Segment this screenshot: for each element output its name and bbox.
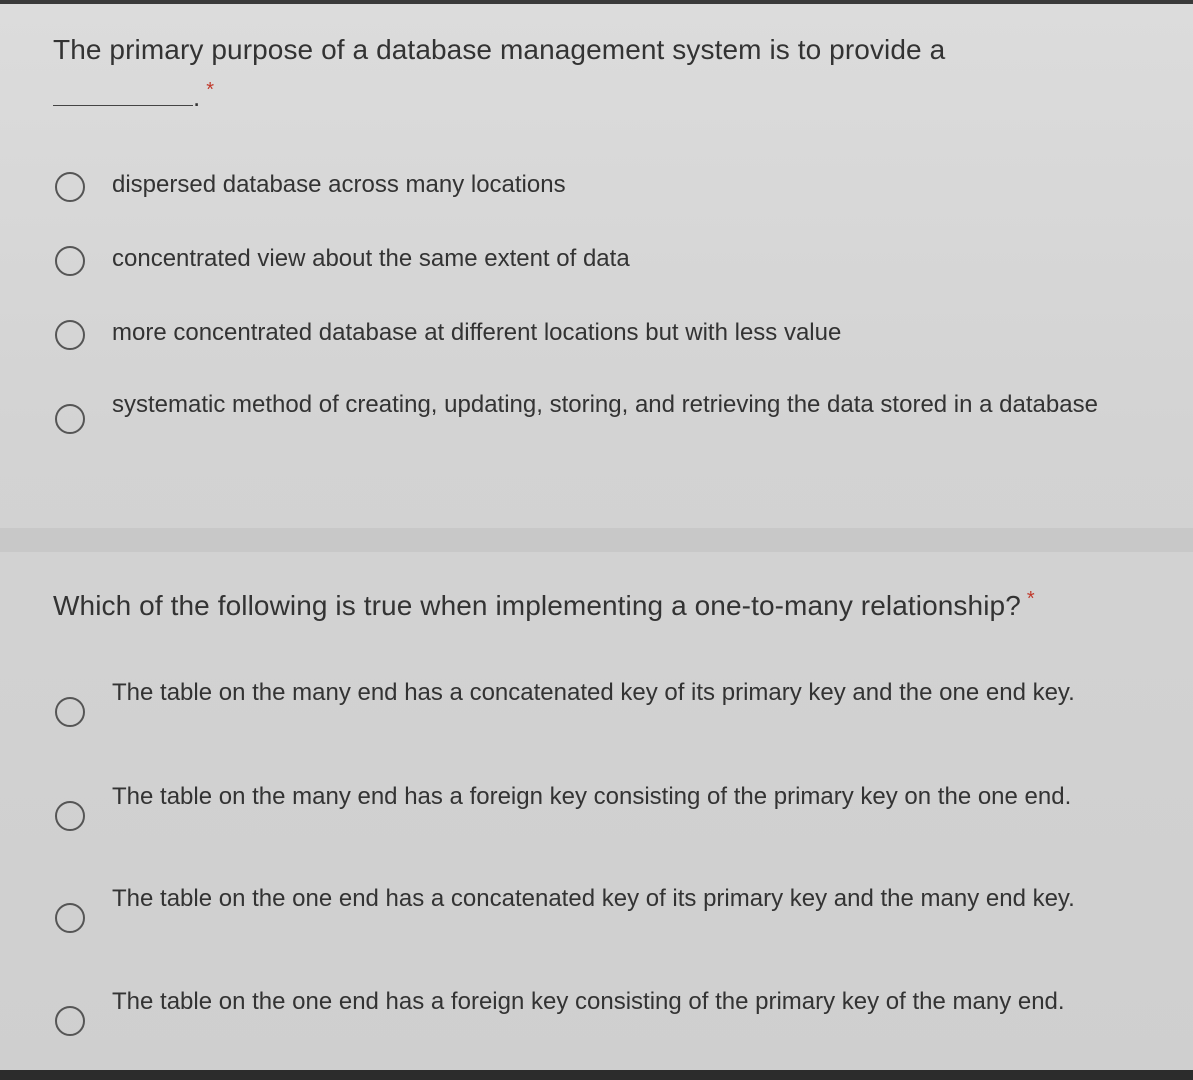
top-edge (0, 0, 1193, 4)
radio-button[interactable] (55, 246, 85, 276)
option-label: systematic method of creating, updating, storing, and retrieving the data stored in a database (112, 391, 1098, 418)
radio-button[interactable] (55, 172, 85, 202)
bottom-edge (0, 1070, 1193, 1080)
radio-button[interactable] (55, 903, 85, 933)
radio-button[interactable] (55, 320, 85, 350)
radio-button[interactable] (55, 404, 85, 434)
question-2-text: Which of the following is true when implementing a one-to-many relationship? (53, 590, 1021, 621)
required-asterisk: * (1026, 588, 1035, 610)
question-1-blank (53, 79, 215, 113)
required-asterisk: * (206, 79, 215, 101)
section-divider (0, 528, 1193, 552)
radio-button[interactable] (55, 697, 85, 727)
blank-line (53, 83, 193, 106)
option-label: dispersed database across many locations (112, 171, 566, 198)
radio-button[interactable] (55, 801, 85, 831)
option-label: concentrated view about the same extent of data (112, 245, 630, 272)
question-1-title: The primary purpose of a database management system is to provide a (53, 34, 946, 65)
question-2-title (53, 588, 1163, 627)
option-label: The table on the many end has a concatenated key of its primary key and the one end key. (112, 679, 1075, 706)
blank-suffix: . (193, 82, 201, 112)
option-label: The table on the one end has a concatenated key of its primary key and the many end key. (112, 885, 1075, 912)
option-label: more concentrated database at different locations but with less value (112, 319, 842, 346)
option-label: The table on the many end has a foreign key consisting of the primary key on the one end. (112, 783, 1072, 810)
radio-button[interactable] (55, 1006, 85, 1036)
option-label: The table on the one end has a foreign key consisting of the primary key of the many end. (112, 988, 1065, 1015)
